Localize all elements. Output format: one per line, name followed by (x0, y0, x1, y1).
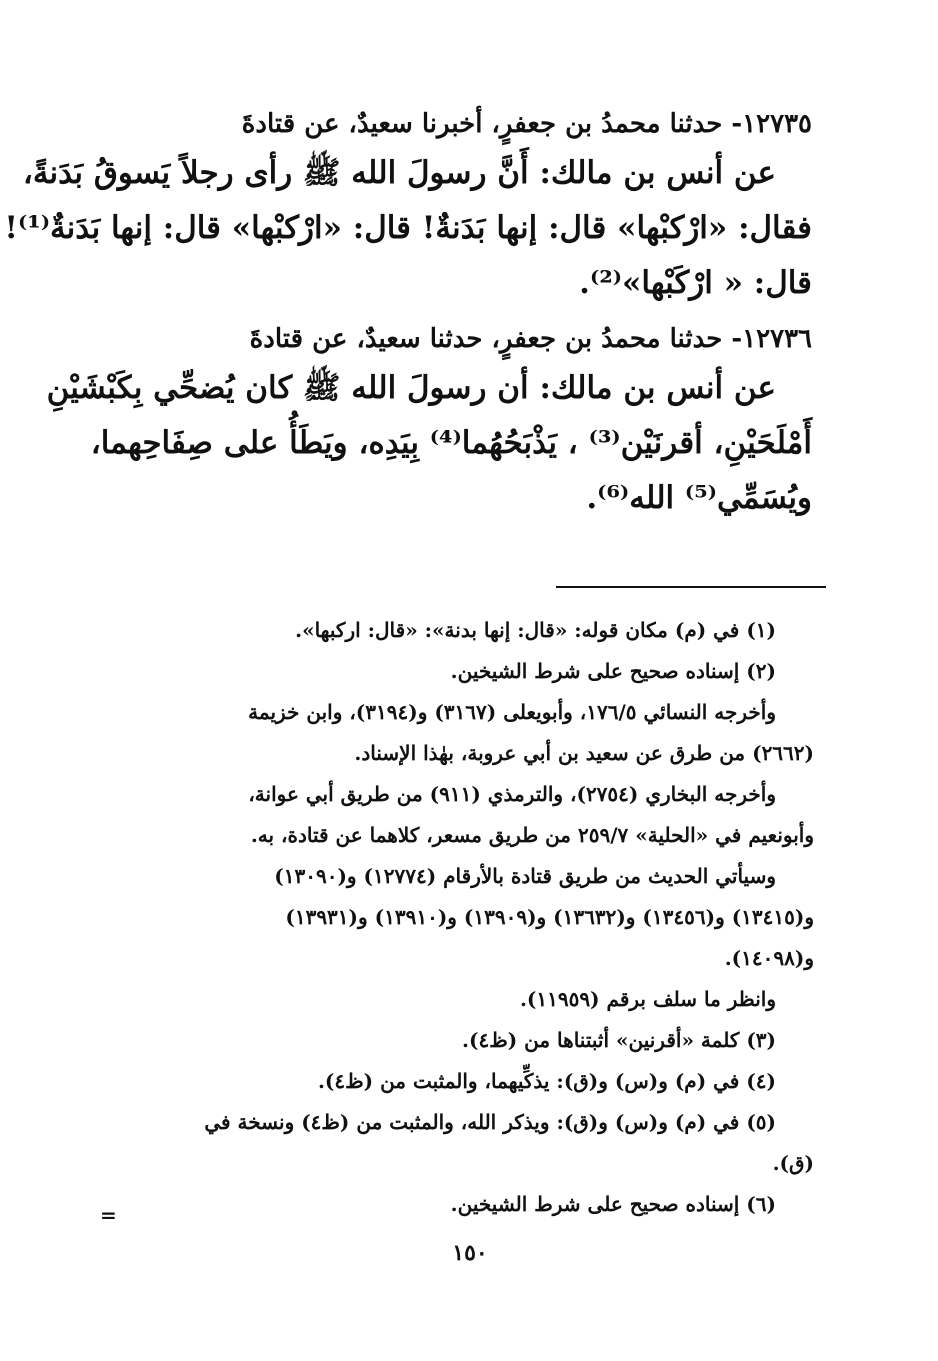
footnote-line: و(١٣٤١٥) و(١٣٤٥٦) و(١٣٦٣٢) و(١٣٩٠٩) و(١٣٩١٠) و(١٣٩٣١) (285, 905, 814, 929)
footnotes (108, 610, 814, 1225)
footnote-line: و(١٤٠٩٨). (724, 946, 814, 970)
hadith-line: عن أنس بن مالك: أن رسولَ الله ﷺ كان يُضحِّي بِكَبْشَيْنِ (46, 370, 776, 406)
page-number: ١٥٠ (452, 1240, 488, 1266)
footnote-line: (٢) إسناده صحيح على شرط الشيخين. (450, 659, 776, 683)
hadith-text (4, 146, 812, 311)
footnote-line: (٣) كلمة «أقرنين» أثبتناها من (ظ٤). (462, 1028, 776, 1052)
footnote-line: (٤) في (م) و(س) و(ق): يذكِّيهما، والمثبت من (ظ٤). (317, 1069, 776, 1093)
footnote-line: وأخرجه البخاري (٢٧٥٤)، والترمذي (٩١١) من طريق أبي عوانة، (248, 782, 776, 806)
hadith-line: عن أنس بن مالك: أَنَّ رسولَ الله ﷺ رأى رجلاً يَسوقُ بَدَنةً، (22, 155, 776, 191)
continuation-mark: = (100, 1203, 117, 1227)
hadith-12736 (46, 317, 812, 526)
hadith-line: أَمْلَحَيْنِ، أقرنَيْن⁽³⁾ ، يَذْبَحُهُما⁽⁴⁾ بِيَدِه، ويَطَأُ على صِفَاحِهما، (90, 425, 812, 461)
footnote-line: (٢٦٦٢) من طرق عن سعيد بن أبي عروبة، بهٰذا الإسناد. (354, 741, 814, 765)
footnote-line: وانظر ما سلف برقم (١١٩٥٩). (519, 987, 776, 1011)
footnote-line: وأبونعيم في «الحلية» ٢٥٩/٧ من طريق مسعر، كلاهما عن قتادة، به. (250, 823, 814, 847)
hadith-body (4, 102, 812, 526)
footnote-line: وسيأتي الحديث من طريق قتادة بالأرقام (١٢٧٧٤) و(١٣٠٩٠) (274, 864, 776, 888)
hadith-text (46, 361, 812, 526)
hadith-header: ١٢٧٣٦- حدثنا محمدُ بن جعفرٍ، حدثنا سعيدٌ، عن قتادةَ (249, 324, 812, 354)
footnote-line: (١) في (م) مكان قوله: «قال: إنها بدنة»: «قال: اركبها». (295, 618, 776, 642)
hadith-line: قال: « ارْكَبْها»⁽²⁾. (579, 265, 812, 301)
footnote-line: (٥) في (م) و(س) و(ق): ويذكر الله، والمثبت من (ظ٤) ونسخة في (204, 1110, 776, 1134)
hadith-12735 (4, 102, 812, 311)
hadith-line: فقال: «ارْكبْها» قال: إنها بَدَنةٌ! قال: «ارْكبْها» قال: إنها بَدَنةٌ⁽¹⁾! (4, 210, 812, 246)
footnote-line: وأخرجه النسائي ١٧٦/٥، وأبويعلى (٣١٦٧) و(٣١٩٤)، وابن خزيمة (248, 700, 776, 724)
hadith-header: ١٢٧٣٥- حدثنا محمدُ بن جعفرٍ، أخبرنا سعيدٌ، عن قتادةَ (241, 109, 812, 139)
hadith-line: ويُسَمِّي⁽⁵⁾ الله⁽⁶⁾. (586, 480, 812, 516)
footnote-line: (٦) إسناده صحيح على شرط الشيخين. (450, 1192, 776, 1216)
footnote-divider (556, 586, 826, 588)
footnote-line: (ق). (772, 1151, 814, 1175)
